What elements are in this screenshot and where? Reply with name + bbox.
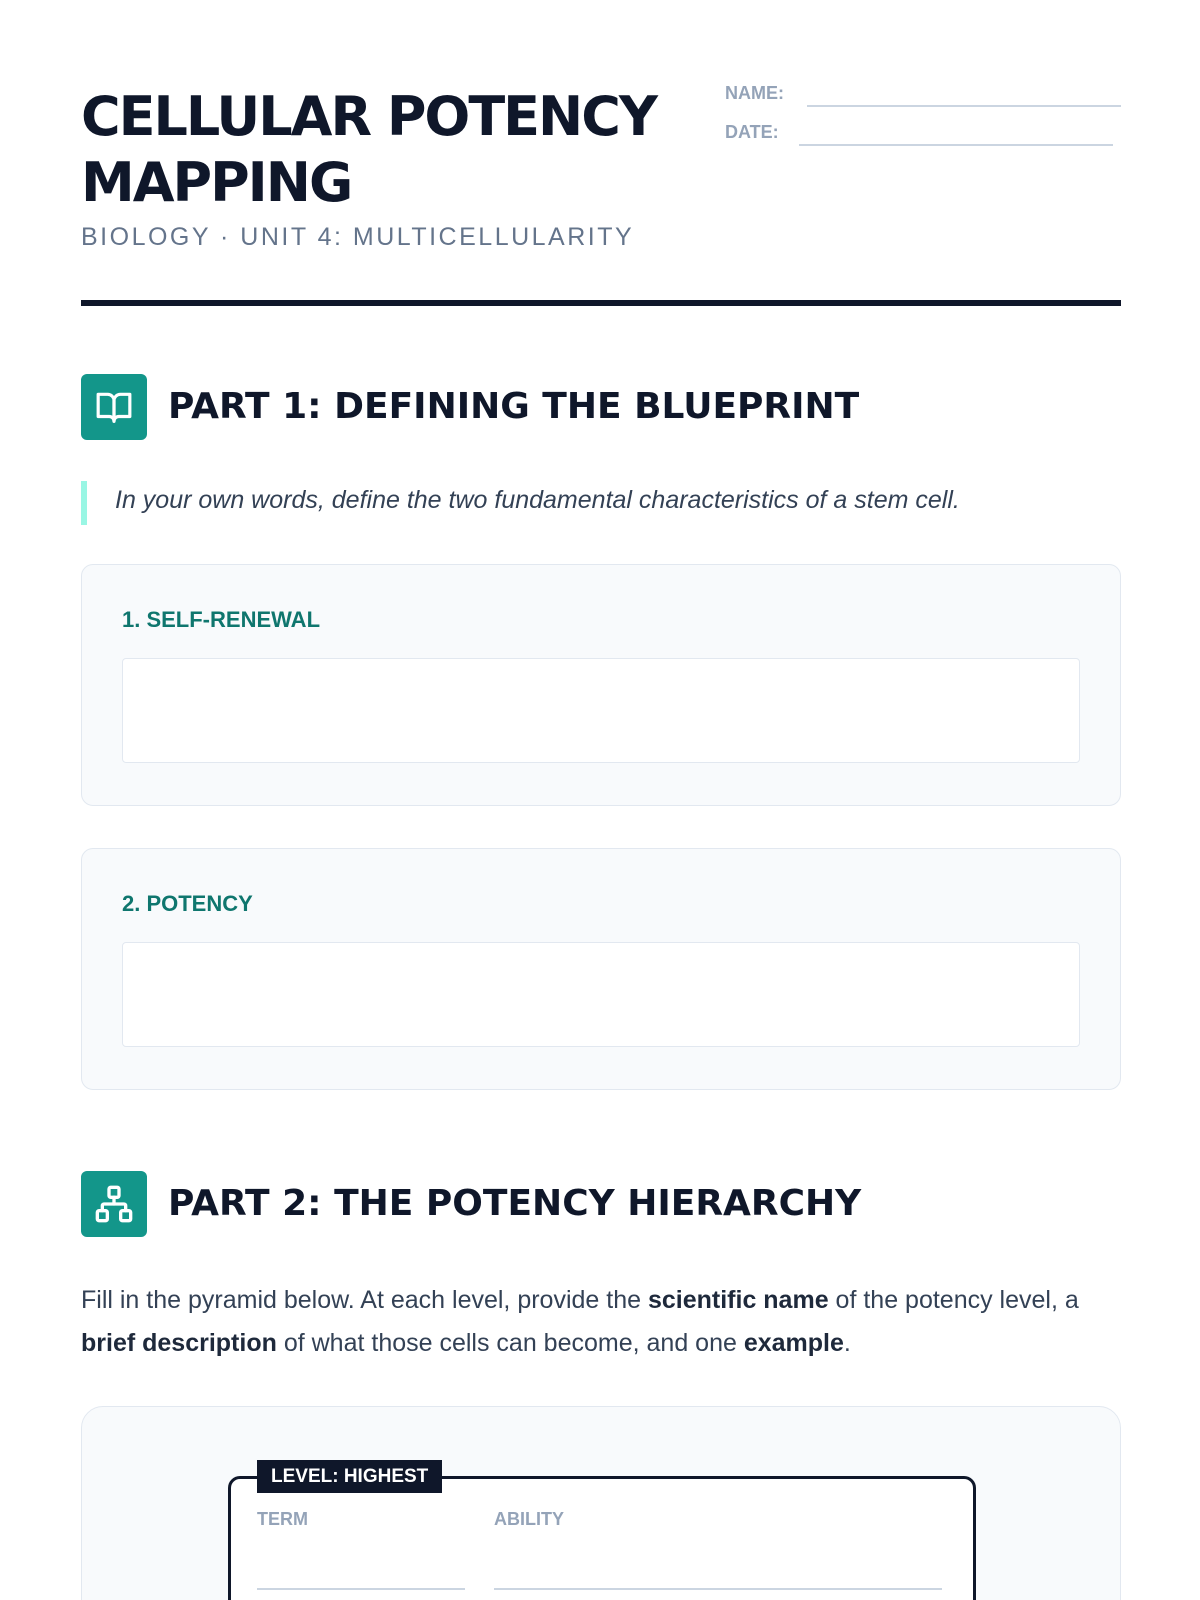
instruction-text: of the potency level, a xyxy=(828,1286,1079,1314)
date-input-line[interactable] xyxy=(799,144,1113,146)
instruction-text: of what those cells can become, and one xyxy=(276,1329,744,1357)
level-tag: LEVEL: HIGHEST xyxy=(257,1460,442,1493)
part1-instruction-text: In your own words, define the two fundamental characteristics of a stem cell. xyxy=(115,486,960,514)
name-label: NAME: xyxy=(725,83,784,103)
term-label: TERM xyxy=(257,1509,308,1529)
question-card-potency xyxy=(81,848,1121,1090)
name-field[interactable] xyxy=(725,80,1121,110)
instruction-emphasis: example xyxy=(743,1329,844,1357)
date-label: DATE: xyxy=(725,122,779,142)
self-renewal-answer-box[interactable] xyxy=(122,658,1080,763)
potency-answer-box[interactable] xyxy=(122,942,1080,1047)
question-card-self-renewal xyxy=(81,564,1121,806)
book-icon xyxy=(81,374,147,440)
page-subtitle: BIOLOGY · UNIT 4: MULTICELLULARITY xyxy=(81,223,635,251)
instruction-text: Fill in the pyramid below. At each level, provide the xyxy=(81,1286,648,1314)
part2-heading xyxy=(81,1171,1121,1237)
hierarchy-icon xyxy=(81,1171,147,1237)
question-label: 2. POTENCY xyxy=(122,891,253,916)
date-field[interactable] xyxy=(725,119,1121,149)
pyramid-level-highest xyxy=(228,1466,976,1600)
page-title: CELLULAR POTENCY MAPPING xyxy=(81,85,656,214)
instruction-emphasis: brief description xyxy=(81,1329,277,1357)
ability-label: ABILITY xyxy=(494,1509,564,1529)
instruction-text: . xyxy=(843,1329,851,1357)
part1-instruction xyxy=(81,481,1121,525)
header-divider xyxy=(81,300,1121,306)
instruction-emphasis: scientific name xyxy=(647,1286,829,1314)
worksheet-header xyxy=(81,80,1121,312)
question-label: 1. SELF-RENEWAL xyxy=(122,607,321,632)
pyramid-card xyxy=(81,1406,1121,1600)
part2-title: PART 2: THE POTENCY HIERARCHY xyxy=(168,1183,862,1224)
part2-instruction xyxy=(81,1279,1121,1365)
term-input-line[interactable] xyxy=(257,1588,465,1590)
ability-input-line[interactable] xyxy=(494,1588,942,1590)
part1-title: PART 1: DEFINING THE BLUEPRINT xyxy=(168,386,860,427)
part1-heading xyxy=(81,374,1121,440)
name-input-line[interactable] xyxy=(807,105,1121,107)
